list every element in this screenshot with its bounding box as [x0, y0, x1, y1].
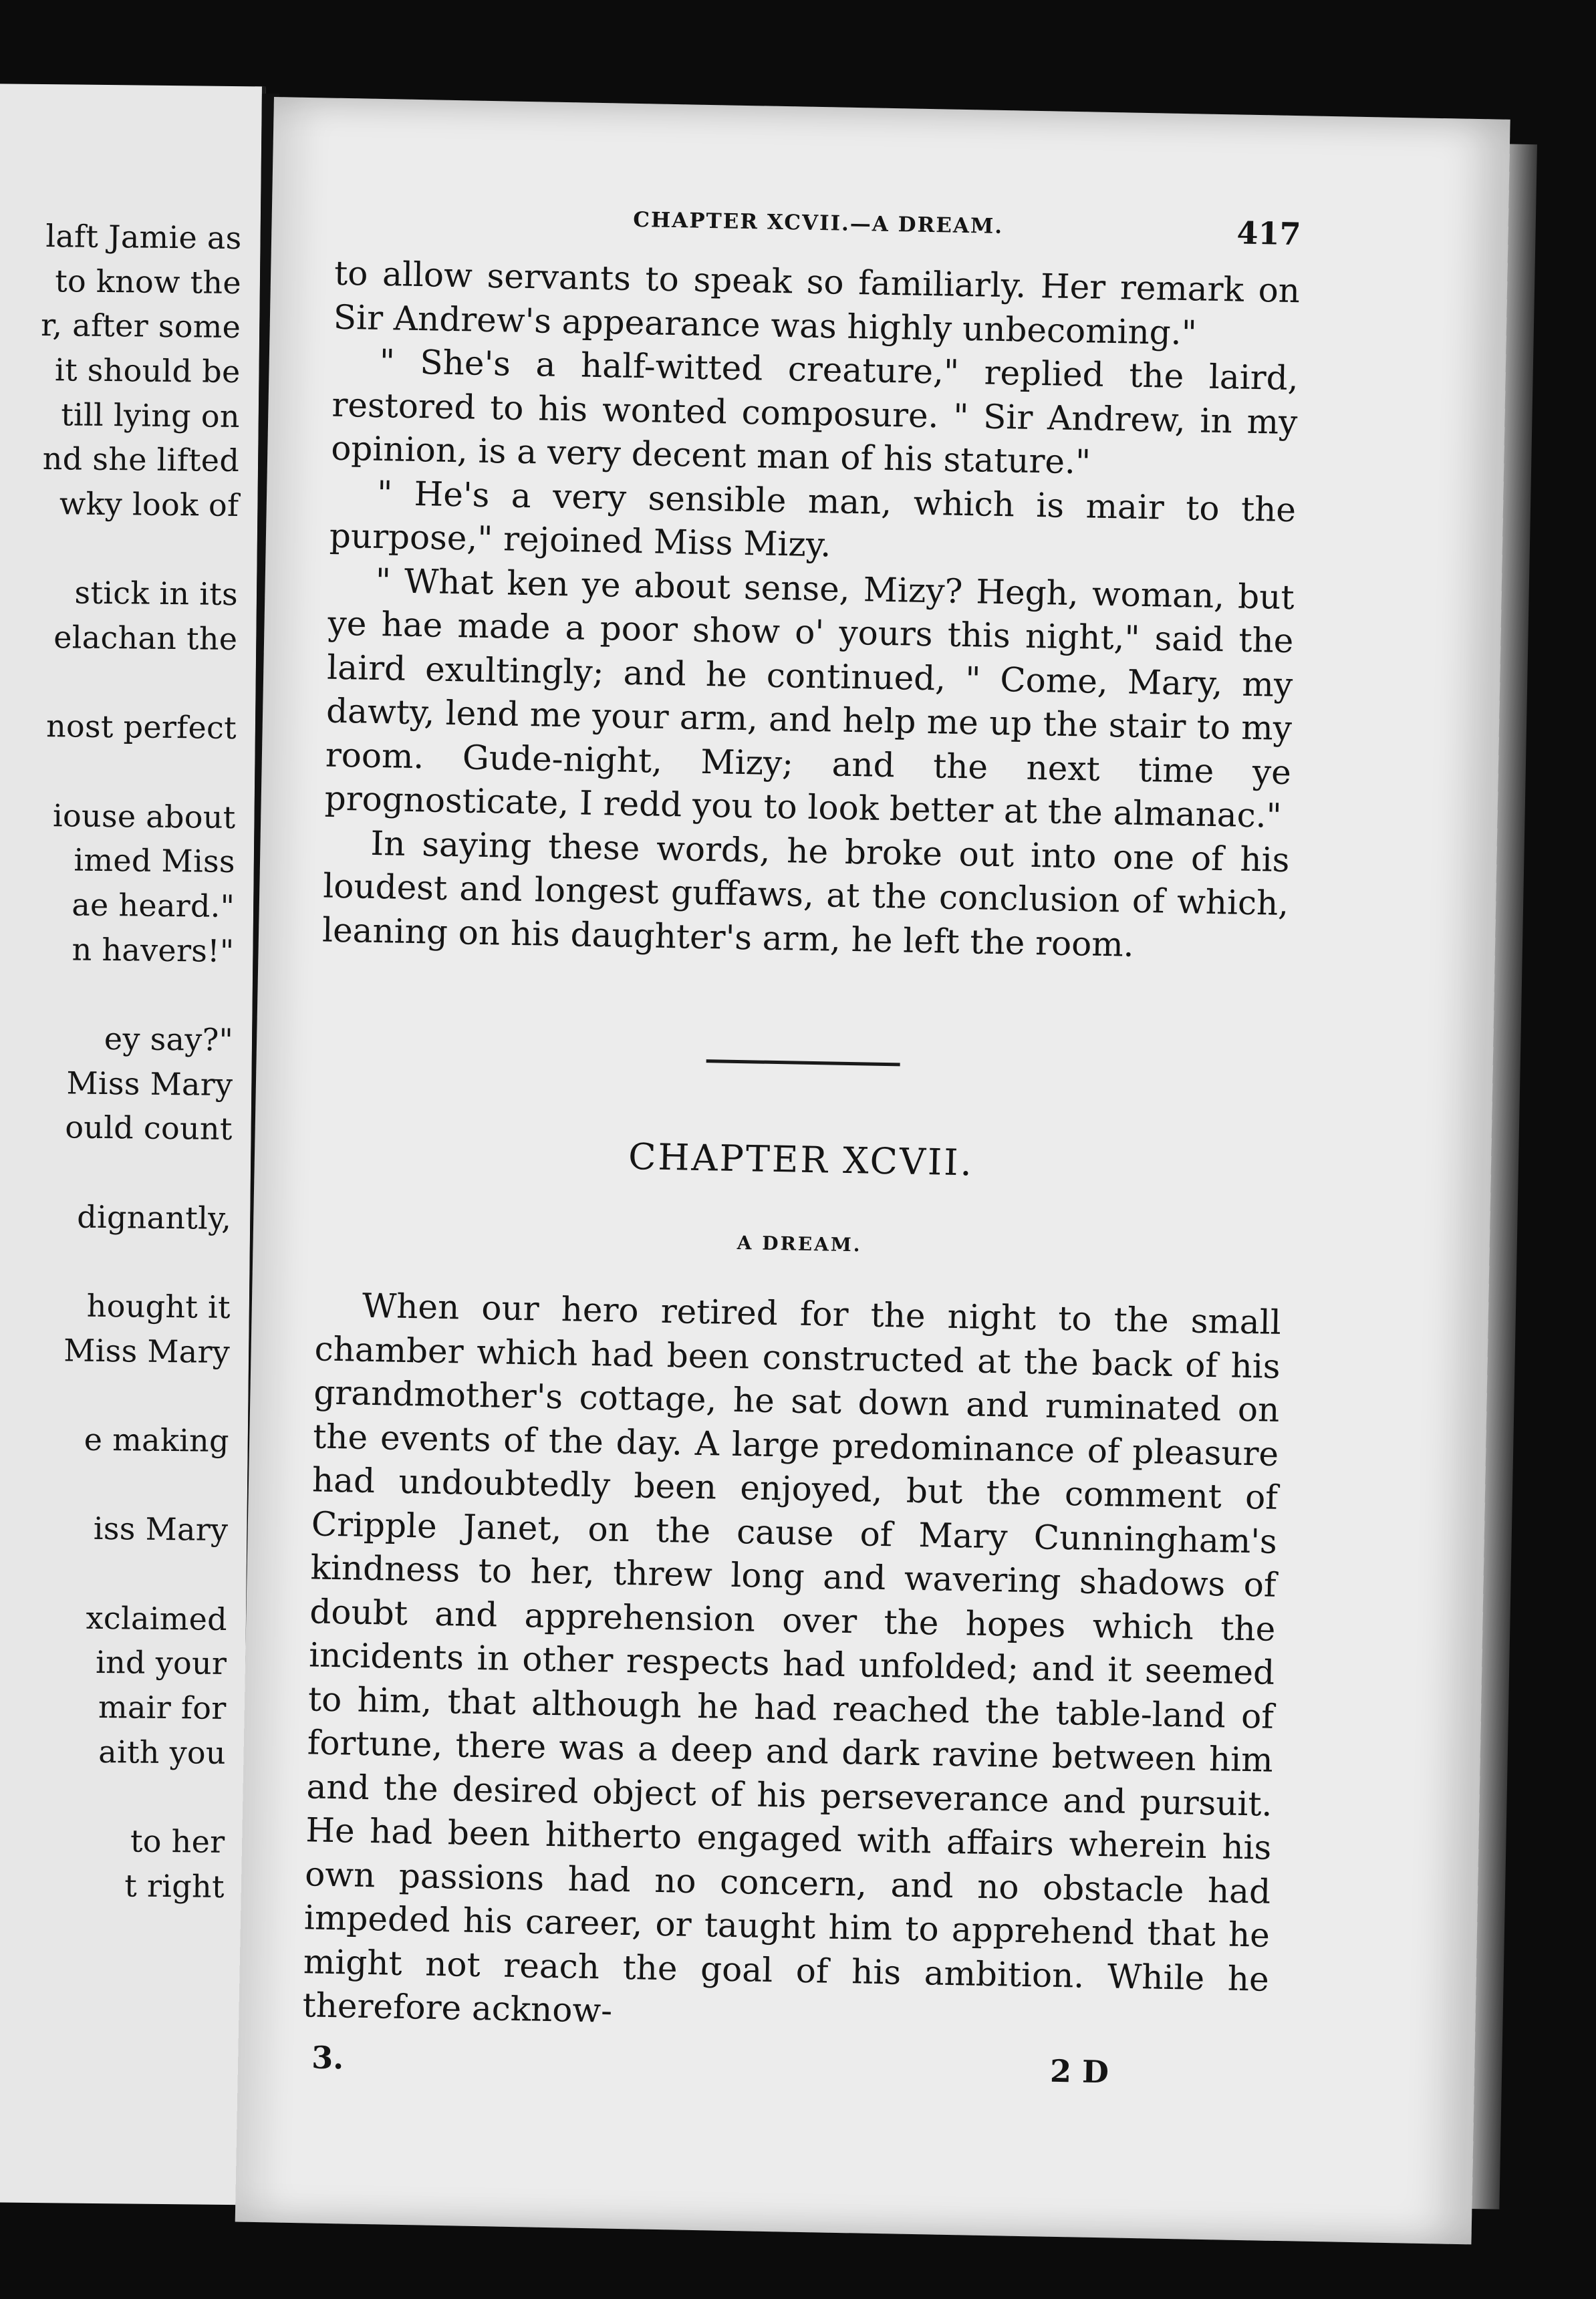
paragraph: " He's a very sensible man, which is mair to the purpose," rejoined Miss Mizy. — [329, 473, 1297, 565]
left-page-text-fragment: aith you — [98, 1733, 227, 1771]
left-page-text-fragment: e making — [84, 1421, 230, 1460]
left-page-text-fragment: it should be — [54, 352, 241, 390]
left-page-text-fragment: elachan the — [53, 619, 238, 658]
left-page-text-fragment: stick in its — [74, 574, 239, 613]
paragraph: to allow servants to speak so familiarly. Her remark on Sir Andrew's appearance was highly unbecoming." — [333, 253, 1301, 352]
page-number: 417 — [1236, 215, 1301, 253]
paragraph: " What ken ye about sense, Mizy? Hegh, woman, but ye hae made a poor show o' yours this night," said the laird exultingly; and he continued, " Come, Mary, my dawty, lend me your arm, and help me up the stair to my room. Gude-night, Mizy; and the next time ye prognosticate, I redd you to look better at the almanac." — [324, 561, 1295, 835]
signature-mark: 2 D — [1049, 2052, 1109, 2090]
section-divider — [706, 1059, 900, 1066]
right-page — [235, 97, 1510, 2244]
left-page-text-fragment: nd she lifted — [42, 440, 240, 479]
chapter-subtitle: A DREAM. — [737, 1231, 862, 1256]
left-page-text-fragment: nost perfect — [45, 708, 237, 747]
left-page-text-fragment: ae heard." — [72, 886, 235, 925]
left-page-text-fragment: to her — [130, 1822, 225, 1860]
left-page-text-fragment: dignantly, — [76, 1198, 232, 1237]
left-page-text-fragment: Miss Mary — [63, 1332, 231, 1371]
left-page-text-fragment: n havers!" — [72, 931, 235, 970]
left-page-text-fragment: ould count — [65, 1109, 233, 1147]
left-page-text-fragment: xclaimed — [86, 1599, 228, 1637]
paragraph: In saying these words, he broke out into one of his loudest and longest guffaws, at the conclusion of which, leaning on his daughter's arm, he left the room. — [321, 823, 1290, 964]
left-page-text-fragment: iss Mary — [93, 1510, 229, 1548]
left-page-text-fragment: to know the — [54, 263, 242, 301]
volume-mark: 3. — [311, 2039, 344, 2076]
left-page-text-fragment: ey say?" — [104, 1021, 234, 1059]
paragraph: " She's a half-witted creature," replied the laird, restored to his wonted composure. " Sir Andrew, in my opinion, is a very decent man of his stature." — [330, 342, 1299, 482]
chapter-title: CHAPTER XCVII. — [628, 1135, 974, 1184]
left-page-text-fragment: t right — [124, 1867, 225, 1905]
left-page — [0, 84, 266, 2205]
left-page-text-fragment: ind your — [95, 1643, 227, 1681]
left-page-text-fragment: iouse about — [52, 797, 236, 836]
page-footer — [301, 2036, 1268, 2100]
left-page-text-fragment: Miss Mary — [66, 1065, 233, 1103]
left-page-text-fragment: imed Miss — [74, 841, 236, 880]
left-page-text-fragment: hought it — [86, 1287, 231, 1326]
left-page-text-fragment: laft Jamie as — [45, 218, 242, 257]
running-head — [335, 198, 1301, 263]
chapter-paragraph: When our hero retired for the night to the small chamber which had been constructed at the back of his grandmother's cottage, he sat down and ruminated on the events of the day. A large predominance of pleasure had undoubtedly been enjoyed, but the comment of Cripple Janet, on the cause of Mary Cunningham's kindness to her, threw long and wavering shadows of doubt and apprehension over the hopes which the incidents in other respects had unfolded; and it seemed to him, that although he had reached the table-land of fortune, there was a deep and dark ravine between him and the desired object of his perseverance and pursuit. He had been hitherto engaged with affairs wherein his own passions had no concern, and no obstacle had impeded his career, or taught him to apprehend that he might not reach the goal of his ambition. While he therefore acknow- — [302, 1286, 1282, 2030]
left-page-text-fragment: till lying on — [60, 396, 241, 435]
left-page-text-fragment: mair for — [98, 1688, 227, 1726]
left-page-text-fragment: wky look of — [59, 485, 239, 524]
left-page-text-fragment: r, after some — [40, 306, 241, 346]
page-content — [301, 252, 1301, 2101]
running-head-title: CHAPTER XCVII.—A DREAM. — [632, 207, 1004, 239]
